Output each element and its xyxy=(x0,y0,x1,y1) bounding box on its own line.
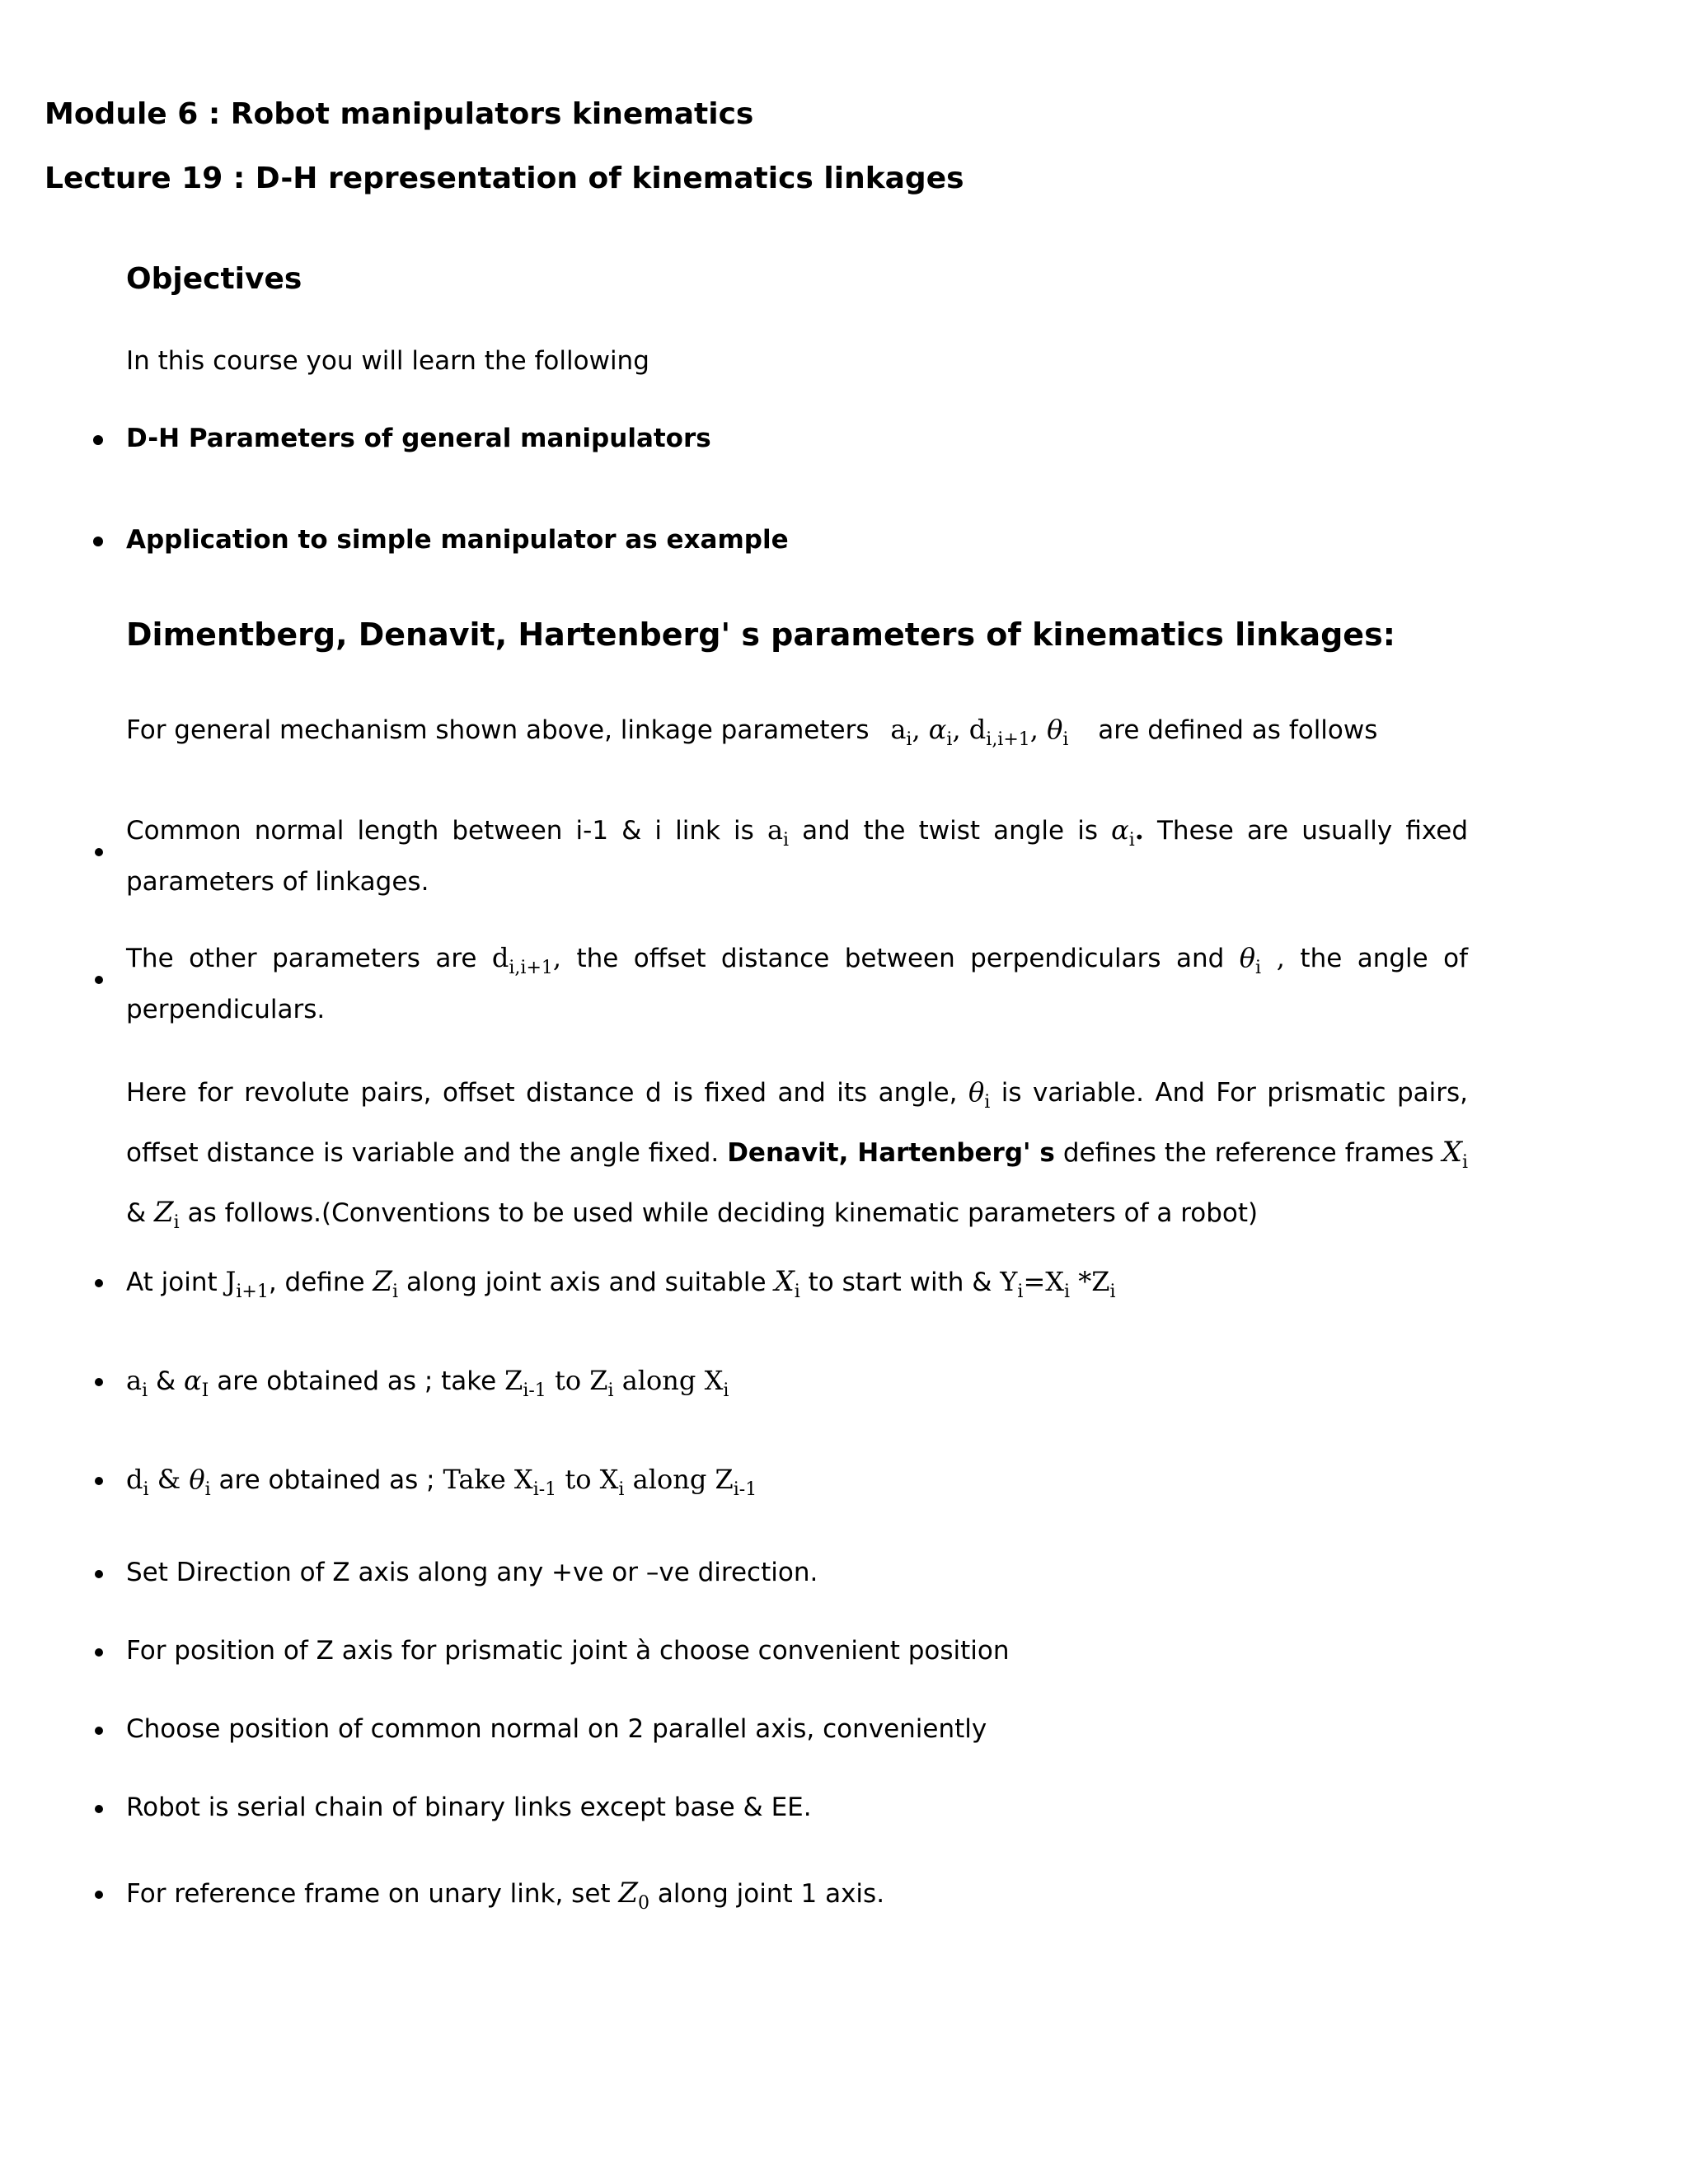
symbol-z-0: $Z_0$ xyxy=(618,1877,650,1914)
other-parameters-item xyxy=(126,937,1468,1030)
section-heading: Dimentberg, Denavit, Hartenberg' s parameters of kinematics linkages: xyxy=(126,616,1395,653)
here-text-c: defines the reference frames xyxy=(1062,1138,1434,1168)
module-title: Module 6 : Robot manipulators kinematics xyxy=(45,97,754,131)
joint-text-c: along joint axis and suitable xyxy=(406,1268,767,1297)
general-text-before: For general mechanism shown above, linkage parameters xyxy=(126,715,870,745)
ai-text: are obtained as ; xyxy=(217,1366,434,1396)
common-text-b: and the twist angle is xyxy=(802,816,1098,846)
di-text: are obtained as ; xyxy=(218,1465,435,1495)
d-theta-item xyxy=(126,1459,757,1511)
joint-text-a: At joint xyxy=(126,1268,218,1297)
ai-amp: & xyxy=(155,1366,176,1396)
lecture-title: Lecture 19 : D-H representation of kinematics linkages xyxy=(45,162,964,195)
common-text-a: Common normal length between i-1 & i link is xyxy=(126,816,754,846)
joint-text-b: , define xyxy=(268,1268,365,1297)
revolute-prismatic-paragraph xyxy=(126,1067,1468,1248)
formula-z-to-z-along-x: $Z_{i-1}$ to $Z_i$ along $X_i$ xyxy=(504,1365,729,1401)
prismatic-position-item: For position of Z axis for prismatic joint à choose convenient position xyxy=(126,1630,1010,1671)
ai-take: take xyxy=(441,1366,497,1396)
here-text-a: Here for revolute pairs, offset distance d is fixed and its angle, xyxy=(126,1078,958,1108)
symbol-d-i-i1: $d_{i,i+1}$, xyxy=(491,942,562,978)
symbol-j-i1: $J_{i+1}$ xyxy=(225,1266,269,1302)
here-text-d: as follows.(Conventions to be used while deciding kinematic parameters of a robot) xyxy=(187,1198,1259,1228)
a-alpha-item xyxy=(126,1360,729,1412)
unary-text-b: along joint 1 axis. xyxy=(657,1879,885,1909)
symbol-a-i-2: $a_i$ xyxy=(126,1365,148,1401)
serial-chain-item: Robot is serial chain of binary links except base & EE. xyxy=(126,1787,812,1828)
symbol-z-i: $Z_i$ xyxy=(154,1196,180,1233)
formula-linkage-parameters: $a_i$, $\alpha_i$, $d_{i,i+1}$, $\theta_i$ xyxy=(890,714,1069,750)
other-text-c: the angle of perpendiculars. xyxy=(126,944,1469,1024)
symbol-x-i: $X_i$ xyxy=(1442,1136,1468,1173)
common-normal-item xyxy=(126,809,1468,902)
symbol-d-theta: $d_i$ & $\theta_i$ xyxy=(126,1464,211,1500)
objective-item-dh-parameters: D-H Parameters of general manipulators xyxy=(126,418,711,459)
objectives-heading: Objectives xyxy=(126,262,302,296)
other-text-b: the offset distance between perpendiculars and xyxy=(576,944,1225,973)
unary-link-item xyxy=(126,1872,884,1924)
formula-take-x-to-x-along-z: Take $X_{i-1}$ to $X_i$ along $Z_{i-1}$ xyxy=(443,1464,757,1500)
unary-text-a: For reference frame on unary link, set xyxy=(126,1879,611,1909)
here-text-b: is variable. And For prismatic pairs, offset distance is variable and the angle fixed. xyxy=(126,1078,1468,1168)
symbol-theta-i: $\theta_i$ , xyxy=(1239,942,1285,978)
common-text-c: These are usually fixed parameters of linkages. xyxy=(126,816,1469,897)
formula-y-equals-x-cross-z: $Y_i=X_i$ $*Z_i$ xyxy=(1000,1266,1116,1302)
common-normal-position-item: Choose position of common normal on 2 parallel axis, conveniently xyxy=(126,1708,987,1750)
symbol-theta-i-2: $\theta_i$ xyxy=(968,1076,991,1113)
symbol-z-i-2: $Z_i$ xyxy=(373,1265,399,1302)
general-mechanism-paragraph xyxy=(126,709,1377,761)
here-bold-names: Denavit, Hartenberg' s xyxy=(727,1138,1055,1168)
objective-item-application: Application to simple manipulator as example xyxy=(126,519,789,560)
here-amp: & xyxy=(126,1198,147,1228)
symbol-x-i-2: $X_i$ xyxy=(774,1265,800,1302)
general-text-after: are defined as follows xyxy=(1098,715,1378,745)
symbol-alpha-i: $\alpha_i$. xyxy=(1111,814,1144,851)
objectives-intro: In this course you will learn the following xyxy=(126,346,649,376)
joint-axis-item xyxy=(126,1261,1116,1313)
symbol-a-i: $a_i$ xyxy=(767,814,790,851)
z-direction-item: Set Direction of Z axis along any +ve or –ve direction. xyxy=(126,1552,818,1593)
symbol-alpha-I: $\alpha_I$ xyxy=(184,1365,209,1401)
other-text-a: The other parameters are xyxy=(126,944,477,973)
joint-text-d: to start with & xyxy=(808,1268,992,1297)
